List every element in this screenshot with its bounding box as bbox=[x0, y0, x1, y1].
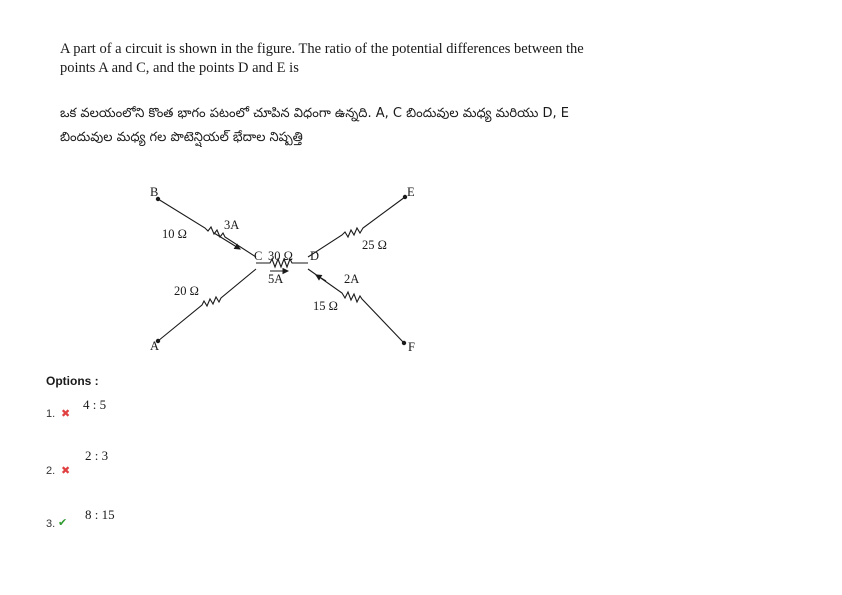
current-arrow-b bbox=[214, 233, 240, 249]
label-point-a: A bbox=[150, 339, 160, 353]
wire-d-resistor bbox=[308, 197, 405, 257]
option-number: 1. bbox=[46, 408, 56, 420]
label-current-cd: 5A bbox=[268, 272, 284, 286]
node-f bbox=[402, 341, 406, 345]
label-resistor-cd: 30 Ω bbox=[268, 249, 293, 263]
label-point-c: C bbox=[254, 249, 263, 263]
question-telugu: ఒక వలయంలోని కొంత భాగం పటంలో చూపిన విధంగా ఉన్నది. A, C బిందువుల మధ్య మరియు D, E బిందువుల మధ్య గల పొటెన్షియల్ భేదాల నిష్పత్తి bbox=[60, 106, 569, 145]
correct-check-icon: ✔ bbox=[58, 516, 68, 529]
option-number: 2. bbox=[46, 465, 56, 477]
option-text: 2 : 3 bbox=[85, 448, 109, 463]
label-point-e: E bbox=[407, 185, 415, 199]
wrong-icon: ✖ bbox=[61, 407, 71, 420]
label-point-f: F bbox=[408, 340, 415, 354]
option-text: 8 : 15 bbox=[85, 507, 115, 522]
label-point-b: B bbox=[150, 185, 159, 199]
wire-a-resistor bbox=[158, 269, 256, 341]
label-resistor-f: 15 Ω bbox=[313, 299, 338, 313]
label-current-f: 2A bbox=[344, 272, 360, 286]
option-text: 4 : 5 bbox=[83, 397, 107, 412]
label-resistor-e: 25 Ω bbox=[362, 238, 387, 252]
label-point-d: D bbox=[310, 249, 320, 263]
question-english: A part of a circuit is shown in the figure. The ratio of the potential differences between the points A and C, and the points D and E is bbox=[60, 41, 584, 76]
options-title: Options : bbox=[46, 374, 99, 388]
option-number: 3. bbox=[46, 518, 56, 530]
label-resistor-a: 20 Ω bbox=[174, 284, 199, 298]
wrong-icon: ✖ bbox=[61, 464, 71, 477]
label-current-b: 3A bbox=[224, 218, 240, 232]
label-resistor-b: 10 Ω bbox=[162, 227, 187, 241]
circuit-diagram bbox=[120, 175, 440, 365]
current-arrow-f bbox=[316, 275, 326, 281]
